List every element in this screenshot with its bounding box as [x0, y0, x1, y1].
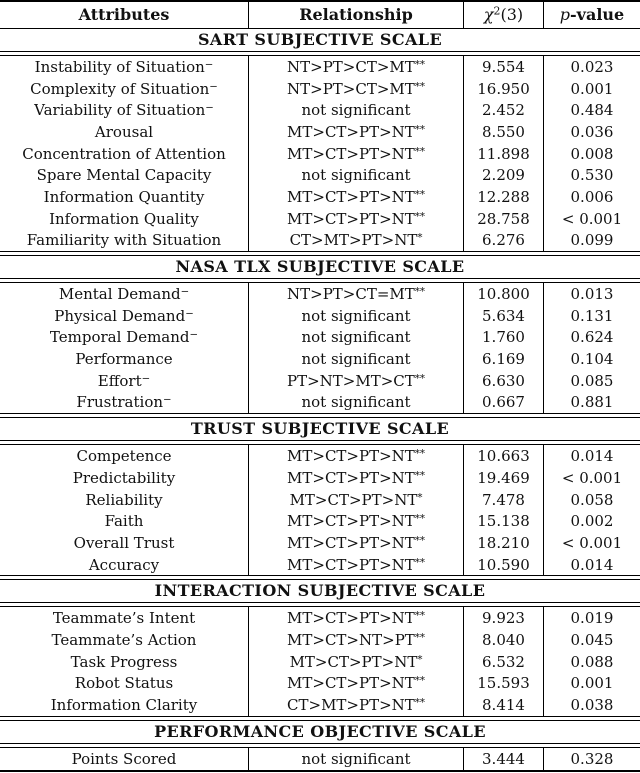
p-value-cell: [543, 186, 640, 208]
p-value: 0.085: [570, 371, 614, 390]
p-value-cell: [543, 99, 640, 121]
chi-squared-cell: [463, 78, 543, 100]
chi-squared-value: 10.663: [477, 447, 530, 466]
chi-squared-cell: [463, 629, 543, 651]
table-row: [0, 56, 640, 78]
column-header-p-value: [543, 2, 640, 28]
table-row: [0, 510, 640, 532]
chi-squared-value: 5.634: [482, 306, 525, 325]
chi-squared-cell: [463, 99, 543, 121]
p-value-cell: [543, 121, 640, 143]
p-value-cell: [543, 673, 640, 695]
chi-squared-value: 6.532: [482, 652, 525, 671]
attribute-cell: [0, 164, 248, 186]
relationship-header-label: Relationship: [299, 5, 413, 24]
p-value: 0.131: [570, 306, 614, 325]
table-row: [0, 392, 640, 414]
p-value: 0.036: [570, 122, 614, 141]
attribute-cell: [0, 208, 248, 230]
relationship-value: not significant: [301, 328, 411, 347]
relationship-cell: [248, 305, 463, 327]
relationship-cell: [248, 78, 463, 100]
p-value: 0.006: [570, 187, 614, 206]
relationship-value: NT>PT>CT>MT**: [287, 79, 425, 98]
attribute-label: Accuracy: [88, 555, 160, 574]
table-row: [0, 607, 640, 629]
relationship-cell: [248, 748, 463, 770]
chi-squared-cell: [463, 489, 543, 511]
chi-squared-value: 15.138: [477, 512, 530, 531]
p-value-cell: [543, 467, 640, 489]
relationship-value: MT>CT>PT>NT**: [287, 209, 425, 228]
table-section: [0, 256, 640, 418]
table-row: [0, 651, 640, 673]
relationship-value: not significant: [301, 393, 411, 412]
relationship-value: MT>CT>PT>NT**: [287, 512, 425, 531]
attribute-cell: [0, 348, 248, 370]
attribute-cell: [0, 56, 248, 78]
p-value: 0.088: [570, 652, 614, 671]
chi-squared-value: 8.550: [482, 122, 525, 141]
relationship-value: PT>NT>MT>CT**: [287, 371, 425, 390]
attribute-label: Predictability: [72, 468, 176, 487]
table-row: [0, 694, 640, 716]
p-value-cell: [543, 78, 640, 100]
attribute-label: Robot Status: [74, 674, 174, 693]
chi-squared-value: 6.169: [482, 350, 525, 369]
attribute-cell: [0, 78, 248, 100]
chi-squared-cell: [463, 510, 543, 532]
chi-squared-cell: [463, 230, 543, 252]
attribute-cell: [0, 673, 248, 695]
relationship-value: NT>PT>CT>MT**: [287, 57, 425, 76]
section-title: PERFORMANCE OBJECTIVE SCALE: [154, 721, 486, 741]
table-row: [0, 445, 640, 467]
table-row: [0, 230, 640, 252]
table-section: [0, 29, 640, 256]
relationship-value: MT>CT>PT>NT**: [287, 144, 425, 163]
table-section: [0, 721, 640, 772]
relationship-cell: [248, 673, 463, 695]
p-value: 0.008: [570, 144, 614, 163]
p-value-cell: [543, 510, 640, 532]
attribute-cell: [0, 283, 248, 305]
p-value: 0.099: [570, 231, 614, 250]
chi-squared-cell: [463, 748, 543, 770]
relationship-value: not significant: [301, 166, 411, 185]
table-section: [0, 418, 640, 580]
attribute-label: Spare Mental Capacity: [36, 166, 212, 185]
attribute-label: Teammate’s Action: [51, 630, 197, 649]
relationship-value: MT>CT>PT>NT*: [289, 652, 423, 671]
section-rows: [0, 748, 640, 770]
attribute-cell: [0, 305, 248, 327]
p-value: 0.045: [570, 630, 614, 649]
chi-squared-value: 19.469: [477, 468, 530, 487]
p-value-cell: [543, 629, 640, 651]
attribute-label: Overall Trust: [73, 533, 175, 552]
chi-squared-value: 10.800: [477, 285, 530, 304]
table-row: [0, 164, 640, 186]
chi-squared-cell: [463, 348, 543, 370]
p-value: 0.014: [570, 447, 614, 466]
table-row: [0, 467, 640, 489]
p-value: < 0.001: [561, 209, 623, 228]
attribute-label: Information Quality: [49, 209, 199, 228]
attribute-label: Information Quantity: [43, 187, 205, 206]
attribute-label: Familiarity with Situation: [26, 231, 222, 250]
relationship-value: CT>MT>PT>NT**: [287, 696, 425, 715]
attribute-label: Reliability: [85, 490, 163, 509]
relationship-cell: [248, 121, 463, 143]
chi-squared-cell: [463, 467, 543, 489]
relationship-cell: [248, 489, 463, 511]
chi-squared-cell: [463, 327, 543, 349]
relationship-value: not significant: [301, 101, 411, 120]
relationship-value: CT>MT>PT>NT*: [289, 231, 423, 250]
attribute-label: Competence: [76, 447, 172, 466]
relationship-value: MT>CT>PT>NT**: [287, 447, 425, 466]
p-value-cell: [543, 305, 640, 327]
attribute-cell: [0, 230, 248, 252]
chi-squared-header-label: $\chi^2(3)$: [483, 4, 524, 24]
chi-squared-value: 11.898: [477, 144, 530, 163]
chi-squared-cell: [463, 143, 543, 165]
p-value-cell: [543, 554, 640, 576]
table-row: [0, 348, 640, 370]
chi-squared-value: 9.923: [482, 609, 525, 628]
column-header-chi-squared: [463, 2, 543, 28]
attribute-cell: [0, 99, 248, 121]
p-value: 0.328: [570, 749, 614, 768]
chi-squared-cell: [463, 392, 543, 414]
attribute-cell: [0, 554, 248, 576]
attribute-label: Complexity of Situation−: [30, 79, 218, 98]
relationship-value: MT>CT>PT>NT**: [287, 674, 425, 693]
attribute-cell: [0, 651, 248, 673]
chi-squared-value: 2.452: [482, 101, 525, 120]
p-value-cell: [543, 445, 640, 467]
section-rows: [0, 56, 640, 251]
p-value: 0.019: [570, 609, 614, 628]
attribute-label: Points Scored: [71, 749, 177, 768]
attribute-label: Physical Demand−: [54, 306, 194, 325]
p-value-cell: [543, 748, 640, 770]
attribute-cell: [0, 143, 248, 165]
chi-squared-cell: [463, 121, 543, 143]
table-row: [0, 283, 640, 305]
relationship-cell: [248, 164, 463, 186]
p-value: 0.001: [570, 79, 614, 98]
p-value-cell: [543, 143, 640, 165]
relationship-cell: [248, 607, 463, 629]
table-row: [0, 186, 640, 208]
p-value-cell: [543, 230, 640, 252]
relationship-cell: [248, 467, 463, 489]
p-value: 0.038: [570, 696, 614, 715]
p-value: < 0.001: [561, 468, 623, 487]
relationship-value: MT>CT>PT>NT**: [287, 122, 425, 141]
table-row: [0, 532, 640, 554]
attribute-label: Task Progress: [70, 652, 178, 671]
table-row: [0, 143, 640, 165]
attribute-cell: [0, 510, 248, 532]
p-value-cell: [543, 348, 640, 370]
chi-squared-value: 10.590: [477, 555, 530, 574]
attribute-label: Arousal: [94, 122, 154, 141]
chi-squared-cell: [463, 305, 543, 327]
p-value: < 0.001: [561, 533, 623, 552]
relationship-cell: [248, 392, 463, 414]
table-section: [0, 580, 640, 720]
attribute-cell: [0, 629, 248, 651]
chi-squared-value: 7.478: [482, 490, 525, 509]
relationship-cell: [248, 370, 463, 392]
relationship-cell: [248, 283, 463, 305]
p-value-cell: [543, 370, 640, 392]
p-value-cell: [543, 164, 640, 186]
relationship-cell: [248, 208, 463, 230]
relationship-value: NT>PT>CT=MT**: [287, 285, 425, 304]
relationship-cell: [248, 327, 463, 349]
p-value: 0.001: [570, 674, 614, 693]
table-row: [0, 327, 640, 349]
relationship-value: MT>CT>PT>NT**: [287, 468, 425, 487]
attribute-cell: [0, 186, 248, 208]
relationship-value: MT>CT>NT>PT**: [287, 630, 425, 649]
p-value-header-label: p-value: [559, 5, 625, 24]
relationship-cell: [248, 230, 463, 252]
table-row: [0, 121, 640, 143]
section-title: INTERACTION SUBJECTIVE SCALE: [154, 581, 486, 601]
attribute-label: Frustration−: [76, 393, 172, 412]
column-header-relationship: [248, 2, 463, 28]
chi-squared-value: 0.667: [482, 393, 525, 412]
relationship-value: MT>CT>PT>NT**: [287, 533, 425, 552]
section-title: TRUST SUBJECTIVE SCALE: [190, 419, 450, 439]
table-row: [0, 370, 640, 392]
p-value-cell: [543, 651, 640, 673]
relationship-cell: [248, 186, 463, 208]
attribute-cell: [0, 467, 248, 489]
chi-squared-value: 6.276: [482, 231, 525, 250]
attribute-cell: [0, 370, 248, 392]
relationship-cell: [248, 143, 463, 165]
p-value: 0.530: [570, 166, 614, 185]
table-row: [0, 673, 640, 695]
p-value: 0.058: [570, 490, 614, 509]
chi-squared-cell: [463, 208, 543, 230]
chi-squared-cell: [463, 370, 543, 392]
chi-squared-cell: [463, 164, 543, 186]
relationship-cell: [248, 348, 463, 370]
p-value-cell: [543, 607, 640, 629]
chi-squared-value: 28.758: [477, 209, 530, 228]
table-row: [0, 78, 640, 100]
p-value-cell: [543, 392, 640, 414]
p-value-cell: [543, 327, 640, 349]
p-value: 0.484: [570, 101, 614, 120]
chi-squared-cell: [463, 607, 543, 629]
table-row: [0, 208, 640, 230]
attribute-label: Concentration of Attention: [22, 144, 226, 163]
table-sections: [0, 29, 640, 772]
p-value-cell: [543, 694, 640, 716]
p-value: 0.624: [570, 328, 614, 347]
attribute-label: Temporal Demand−: [49, 328, 199, 347]
chi-squared-value: 3.444: [482, 749, 525, 768]
chi-squared-cell: [463, 283, 543, 305]
section-rows: [0, 283, 640, 413]
attribute-cell: [0, 121, 248, 143]
chi-squared-value: 2.209: [482, 166, 525, 185]
p-value: 0.014: [570, 555, 614, 574]
table-header-row: [0, 2, 640, 28]
p-value-cell: [543, 56, 640, 78]
chi-squared-value: 1.760: [482, 328, 525, 347]
p-value: 0.002: [570, 512, 614, 531]
attribute-cell: [0, 532, 248, 554]
chi-squared-value: 9.554: [482, 57, 525, 76]
chi-squared-cell: [463, 186, 543, 208]
attribute-label: Faith: [104, 512, 144, 531]
relationship-cell: [248, 56, 463, 78]
chi-squared-value: 16.950: [477, 79, 530, 98]
relationship-value: MT>CT>PT>NT**: [287, 609, 425, 628]
relationship-value: not significant: [301, 749, 411, 768]
relationship-cell: [248, 510, 463, 532]
relationship-value: MT>CT>PT>NT**: [287, 187, 425, 206]
p-value: 0.023: [570, 57, 614, 76]
chi-squared-cell: [463, 532, 543, 554]
attribute-cell: [0, 489, 248, 511]
relationship-value: MT>CT>PT>NT**: [287, 555, 425, 574]
chi-squared-cell: [463, 694, 543, 716]
chi-squared-cell: [463, 673, 543, 695]
relationship-value: not significant: [301, 306, 411, 325]
p-value-cell: [543, 532, 640, 554]
table-row: [0, 305, 640, 327]
chi-squared-value: 18.210: [477, 533, 530, 552]
relationship-value: MT>CT>PT>NT*: [289, 490, 423, 509]
attribute-label: Mental Demand−: [58, 285, 190, 304]
table-bottom-rule: [0, 770, 640, 772]
attribute-cell: [0, 327, 248, 349]
p-value: 0.013: [570, 285, 614, 304]
relationship-cell: [248, 694, 463, 716]
table-row: [0, 489, 640, 511]
chi-squared-value: 15.593: [477, 674, 530, 693]
attribute-label: Instability of Situation−: [34, 57, 214, 76]
chi-squared-cell: [463, 651, 543, 673]
relationship-value: not significant: [301, 350, 411, 369]
attribute-label: Performance: [75, 350, 173, 369]
p-value-cell: [543, 489, 640, 511]
section-title: SART SUBJECTIVE SCALE: [197, 30, 443, 49]
p-value-cell: [543, 283, 640, 305]
attribute-cell: [0, 694, 248, 716]
attribute-cell: [0, 392, 248, 414]
section-rows: [0, 607, 640, 715]
attribute-cell: [0, 748, 248, 770]
attribute-cell: [0, 445, 248, 467]
attribute-label: Variability of Situation−: [34, 101, 214, 120]
chi-squared-cell: [463, 56, 543, 78]
p-value: 0.104: [570, 350, 614, 369]
relationship-cell: [248, 532, 463, 554]
p-value: 0.881: [570, 393, 614, 412]
table-row: [0, 748, 640, 770]
chi-squared-value: 12.288: [477, 187, 530, 206]
attribute-cell: [0, 607, 248, 629]
chi-squared-value: 6.630: [482, 371, 525, 390]
p-value-cell: [543, 208, 640, 230]
attribute-label: Teammate’s Intent: [52, 609, 196, 628]
section-rows: [0, 445, 640, 575]
attribute-label: Information Clarity: [50, 696, 198, 715]
relationship-cell: [248, 445, 463, 467]
relationship-cell: [248, 554, 463, 576]
chi-squared-value: 8.040: [482, 630, 525, 649]
chi-squared-value: 8.414: [482, 696, 525, 715]
section-title: NASA TLX SUBJECTIVE SCALE: [175, 257, 465, 277]
table-row: [0, 99, 640, 121]
table-row: [0, 629, 640, 651]
table-row: [0, 554, 640, 576]
relationship-cell: [248, 629, 463, 651]
chi-squared-cell: [463, 445, 543, 467]
chi-squared-cell: [463, 554, 543, 576]
attribute-label: Effort−: [97, 371, 151, 390]
relationship-cell: [248, 99, 463, 121]
relationship-cell: [248, 651, 463, 673]
attributes-header-label: Attributes: [78, 5, 170, 24]
column-header-attributes: [0, 2, 248, 28]
